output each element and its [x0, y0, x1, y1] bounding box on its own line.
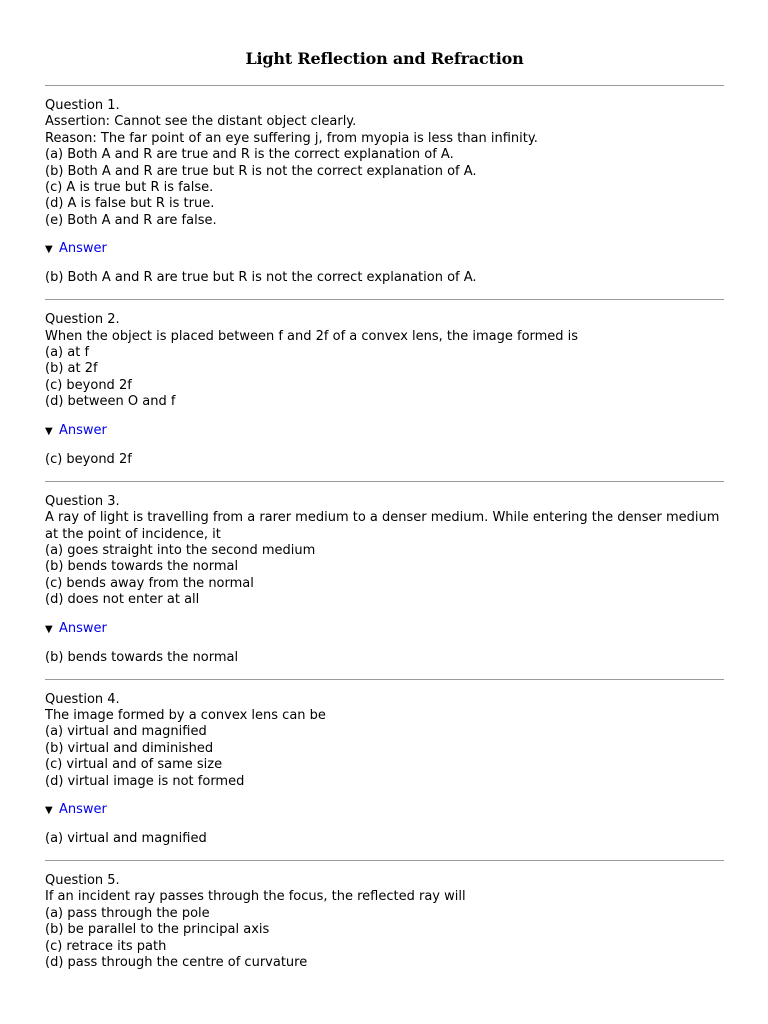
document-page — [45, 0, 724, 971]
option-d: (d) virtual image is not formed — [45, 773, 245, 789]
question-5 — [45, 861, 724, 971]
answer-toggle[interactable] — [45, 621, 724, 638]
question-2 — [45, 300, 724, 480]
question-1 — [45, 86, 724, 299]
option-c: (c) beyond 2f — [45, 377, 132, 393]
option-c: (c) A is true but R is false. — [45, 180, 214, 196]
option-d: (d) between O and f — [45, 394, 176, 410]
option-a: (a) virtual and magnified — [45, 724, 207, 740]
option-d: (d) pass through the centre of curvature — [45, 955, 308, 970]
option-b: (b) bends towards the normal — [45, 559, 239, 575]
answer-toggle[interactable] — [45, 802, 724, 819]
answer-toggle-label[interactable]: Answer — [59, 620, 107, 636]
triangle-down-icon: ▼ — [45, 244, 53, 256]
answer-toggle[interactable] — [45, 241, 724, 258]
option-a: (a) at f — [45, 345, 90, 361]
question-text: Reason: The far point of an eye suffering j, from myopia is less than infinity. — [45, 130, 538, 146]
question-text: If an incident ray passes through the focus, the reflected ray will — [45, 889, 466, 905]
answer-text: (b) bends towards the normal — [45, 649, 239, 665]
answer-toggle-label[interactable]: Answer — [59, 422, 107, 438]
option-b: (b) Both A and R are true but R is not the correct explanation of A. — [45, 163, 477, 179]
answer-toggle-label[interactable]: Answer — [59, 801, 107, 817]
question-4 — [45, 680, 724, 860]
question-text: When the object is placed between f and 2f of a convex lens, the image formed is — [45, 328, 579, 344]
question-heading: Question 2. — [45, 312, 120, 328]
option-a: (a) pass through the pole — [45, 905, 210, 921]
question-heading: Question 4. — [45, 691, 120, 707]
triangle-down-icon: ▼ — [45, 623, 53, 635]
question-text: Assertion: Cannot see the distant object clearly. — [45, 114, 357, 130]
question-3 — [45, 482, 724, 679]
triangle-down-icon: ▼ — [45, 804, 53, 816]
option-d: (d) does not enter at all — [45, 592, 200, 608]
question-heading: Question 5. — [45, 872, 120, 888]
option-a: (a) goes straight into the second medium — [45, 542, 316, 558]
option-b: (b) be parallel to the principal axis — [45, 922, 270, 938]
answer-toggle[interactable] — [45, 423, 724, 440]
option-b: (b) at 2f — [45, 361, 98, 377]
question-text: The image formed by a convex lens can be — [45, 707, 326, 723]
question-text: A ray of light is travelling from a rarer medium to a denser medium. While entering the denser medium at the point of incidence, it — [45, 510, 720, 542]
option-d: (d) A is false but R is true. — [45, 196, 215, 212]
option-a: (a) Both A and R are true and R is the correct explanation of A. — [45, 147, 454, 163]
question-heading: Question 3. — [45, 493, 120, 509]
option-c: (c) virtual and of same size — [45, 757, 223, 773]
answer-text: (c) beyond 2f — [45, 451, 132, 467]
triangle-down-icon: ▼ — [45, 425, 53, 437]
option-c: (c) bends away from the normal — [45, 575, 254, 591]
option-c: (c) retrace its path — [45, 938, 167, 954]
answer-text: (a) virtual and magnified — [45, 830, 207, 846]
option-b: (b) virtual and diminished — [45, 740, 214, 756]
page-title: Light Reflection and Refraction — [245, 49, 524, 68]
answer-toggle-label[interactable]: Answer — [59, 241, 107, 257]
question-heading: Question 1. — [45, 98, 120, 113]
answer-text: (b) Both A and R are true but R is not the correct explanation of A. — [45, 270, 477, 286]
option-e: (e) Both A and R are false. — [45, 212, 217, 228]
